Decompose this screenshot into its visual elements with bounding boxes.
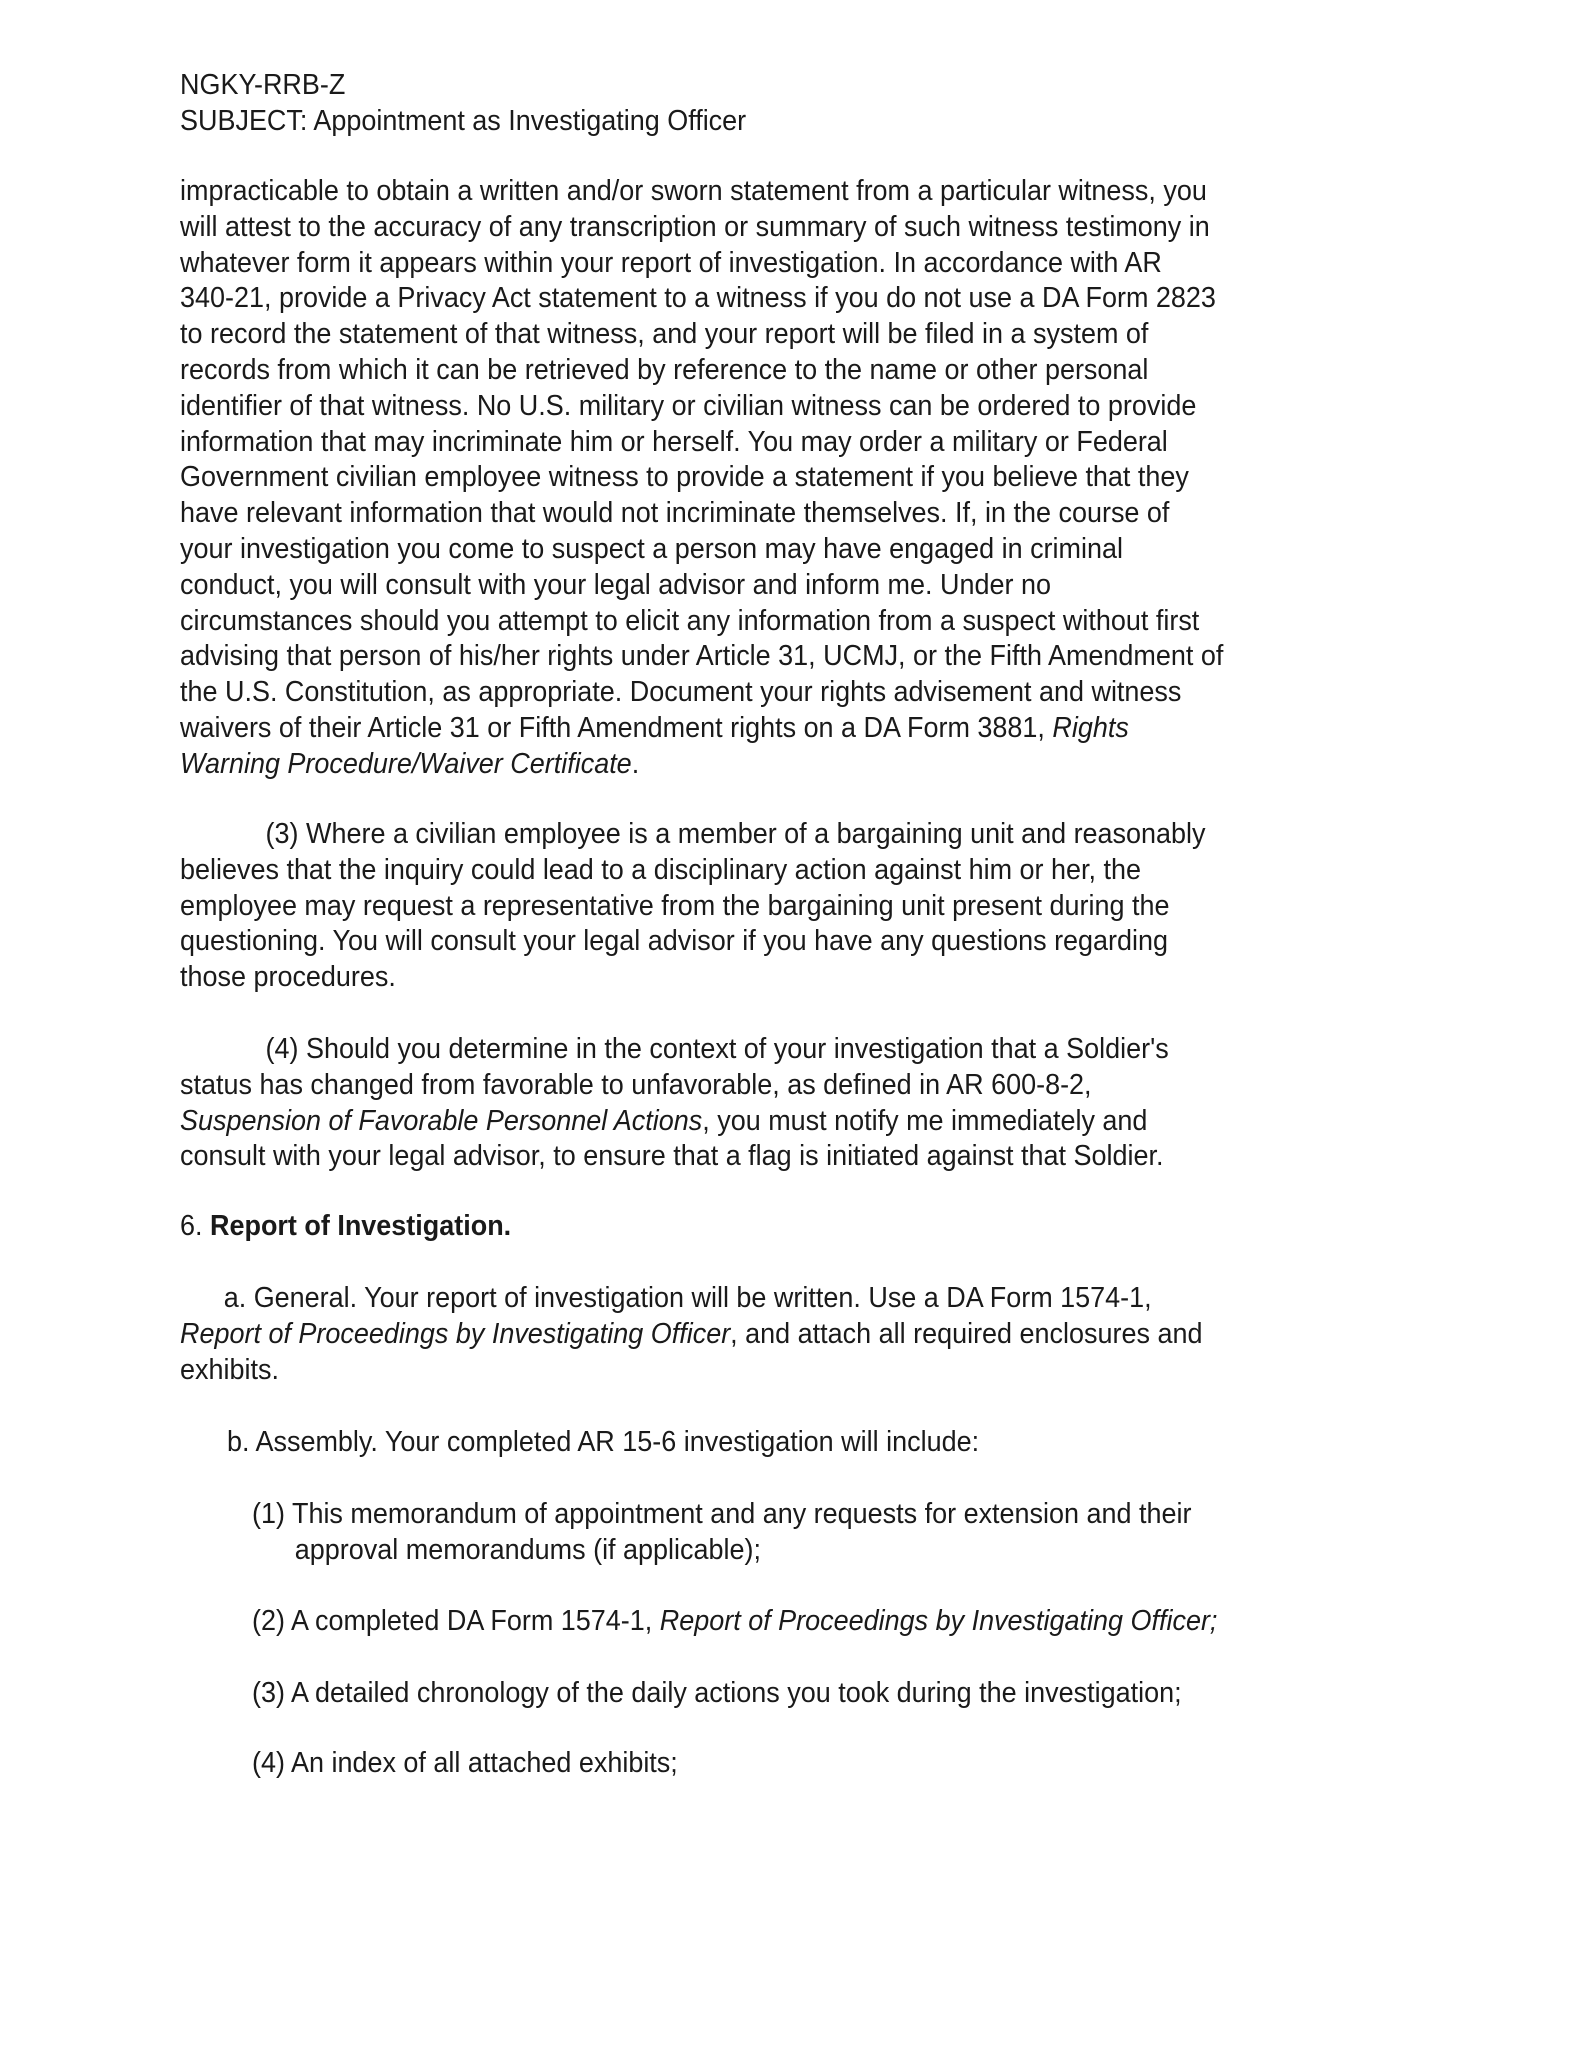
text-run: the U.S. Constitution, as appropriate. Document your rights advisement and witness	[180, 676, 1182, 709]
paragraph-6b	[227, 1425, 1036, 1461]
text-run: Government civilian employee witness to provide a statement if you believe that they	[180, 461, 1189, 494]
text-line	[180, 889, 1206, 925]
text-run: , and attach all required enclosures and	[730, 1317, 1203, 1350]
text-line	[180, 1104, 1169, 1140]
text-line	[180, 1139, 1169, 1175]
text-run: b. Assembly. Your completed AR 15-6 investigation will include:	[227, 1426, 980, 1458]
text-run: 340-21, provide a Privacy Act statement to a witness if you do not use a DA Form 2823	[180, 282, 1216, 315]
text-line	[227, 1425, 979, 1461]
text-line	[180, 747, 1223, 783]
text-run: identifier of that witness. No U.S. military or civilian witness can be ordered to provide	[180, 389, 1197, 422]
text-run: have relevant information that would not incriminate themselves. If, in the course of	[180, 497, 1170, 530]
section-6-heading	[180, 1209, 536, 1245]
text-run: those procedures.	[180, 961, 396, 994]
text-line	[180, 711, 1223, 747]
italic-title: Suspension of Favorable Personnel Actions	[180, 1104, 703, 1137]
text-run: advising that person of his/her rights under Article 31, UCMJ, or the Fifth Amendment of	[180, 640, 1224, 673]
text-line	[180, 460, 1223, 496]
text-run: will attest to the accuracy of any transcription or summary of such witness testimony in	[180, 210, 1210, 243]
text-line	[180, 389, 1223, 425]
text-run: 6.	[180, 1210, 210, 1242]
text-run: waivers of their Article 31 or Fifth Amendment rights on a DA Form 3881,	[180, 711, 1053, 744]
text-line	[180, 568, 1223, 604]
text-line	[180, 639, 1223, 675]
text-line	[180, 853, 1206, 889]
text-run: impracticable to obtain a written and/or sworn statement from a particular witness, you	[180, 175, 1207, 207]
text-line	[180, 1281, 1202, 1317]
text-line	[180, 817, 1206, 853]
item-3	[252, 1676, 1252, 1712]
text-line	[180, 1317, 1202, 1353]
text-line	[180, 1068, 1169, 1104]
text-run: (4) An index of all attached exhibits;	[252, 1747, 678, 1779]
item-4	[252, 1746, 710, 1782]
text-line	[180, 496, 1223, 532]
paragraph-4	[180, 1032, 1243, 1175]
text-line	[252, 1533, 1191, 1569]
text-run: .	[631, 747, 640, 780]
text-run: employee may request a representative from the bargaining unit present during the	[180, 889, 1170, 922]
office-symbol: NGKY-RRB-Z	[180, 69, 346, 101]
text-line	[180, 246, 1223, 282]
text-run: believes that the inquiry could lead to a disciplinary action against him or her, the	[180, 853, 1141, 886]
item-2	[252, 1604, 1290, 1640]
text-run: consult with your legal advisor, to ensure that a flag is initiated against that Soldier.	[180, 1140, 1164, 1173]
text-run: a. General. Your report of investigation will be written. Use a DA Form 1574-1,	[223, 1282, 1152, 1314]
text-run: questioning. You will consult your legal advisor if you have any questions regarding	[180, 925, 1169, 958]
text-run: records from which it can be retrieved by reference to the name or other personal	[180, 353, 1149, 386]
text-run: conduct, you will consult with your legal advisor and inform me. Under no	[180, 568, 1051, 601]
text-line	[180, 1209, 511, 1245]
text-line	[180, 675, 1223, 711]
text-line	[180, 924, 1206, 960]
text-line	[180, 960, 1206, 996]
text-line	[180, 532, 1223, 568]
text-line	[180, 317, 1223, 353]
italic-title: Report of Proceedings by Investigating Officer;	[659, 1605, 1218, 1637]
text-run: approval memorandums (if applicable);	[294, 1533, 761, 1566]
bold-heading: Report of Investigation.	[209, 1210, 512, 1242]
paragraph-6a	[180, 1281, 1279, 1388]
text-run: exhibits.	[180, 1353, 279, 1386]
text-line	[252, 1676, 1182, 1712]
item-1	[252, 1497, 1262, 1569]
text-run: (2) A completed DA Form 1574-1,	[252, 1605, 660, 1637]
text-run: (3) A detailed chronology of the daily actions you took during the investigation;	[252, 1677, 1182, 1709]
text-run: to record the statement of that witness, and your report will be filed in a system of	[180, 318, 1149, 351]
text-line	[180, 281, 1223, 317]
text-line	[180, 174, 1223, 210]
text-line	[180, 210, 1223, 246]
text-run: (4) Should you determine in the context of your investigation that a Soldier's	[265, 1033, 1169, 1065]
text-run: (1) This memorandum of appointment and any requests for extension and their	[252, 1498, 1192, 1530]
text-line	[180, 1032, 1169, 1068]
text-line	[180, 1353, 1202, 1389]
paragraph-continuation	[180, 174, 1302, 783]
text-line	[180, 425, 1223, 461]
text-run: status has changed from favorable to unfavorable, as defined in AR 600-8-2,	[180, 1068, 1092, 1101]
text-run: information that may incriminate him or herself. You may order a military or Federal	[180, 425, 1168, 458]
italic-title: Warning Procedure/Waiver Certificate	[180, 747, 632, 780]
subject-line: SUBJECT: Appointment as Investigating Officer	[180, 104, 747, 137]
text-run: whatever form it appears within your report of investigation. In accordance with AR	[180, 246, 1162, 279]
text-run: circumstances should you attempt to elicit any information from a suspect without first	[180, 604, 1200, 637]
memo-header	[180, 68, 789, 140]
paragraph-3	[180, 817, 1283, 996]
italic-title: Rights	[1052, 711, 1129, 744]
text-line	[252, 1604, 1217, 1640]
italic-title: Report of Proceedings by Investigating Officer	[180, 1317, 731, 1350]
text-run: , you must notify me immediately and	[702, 1104, 1148, 1137]
text-line	[180, 604, 1223, 640]
text-line	[180, 353, 1223, 389]
text-run: your investigation you come to suspect a person may have engaged in criminal	[180, 532, 1123, 565]
text-line	[252, 1497, 1191, 1533]
text-run: (3) Where a civilian employee is a member of a bargaining unit and reasonably	[265, 818, 1206, 850]
text-line	[252, 1746, 678, 1782]
